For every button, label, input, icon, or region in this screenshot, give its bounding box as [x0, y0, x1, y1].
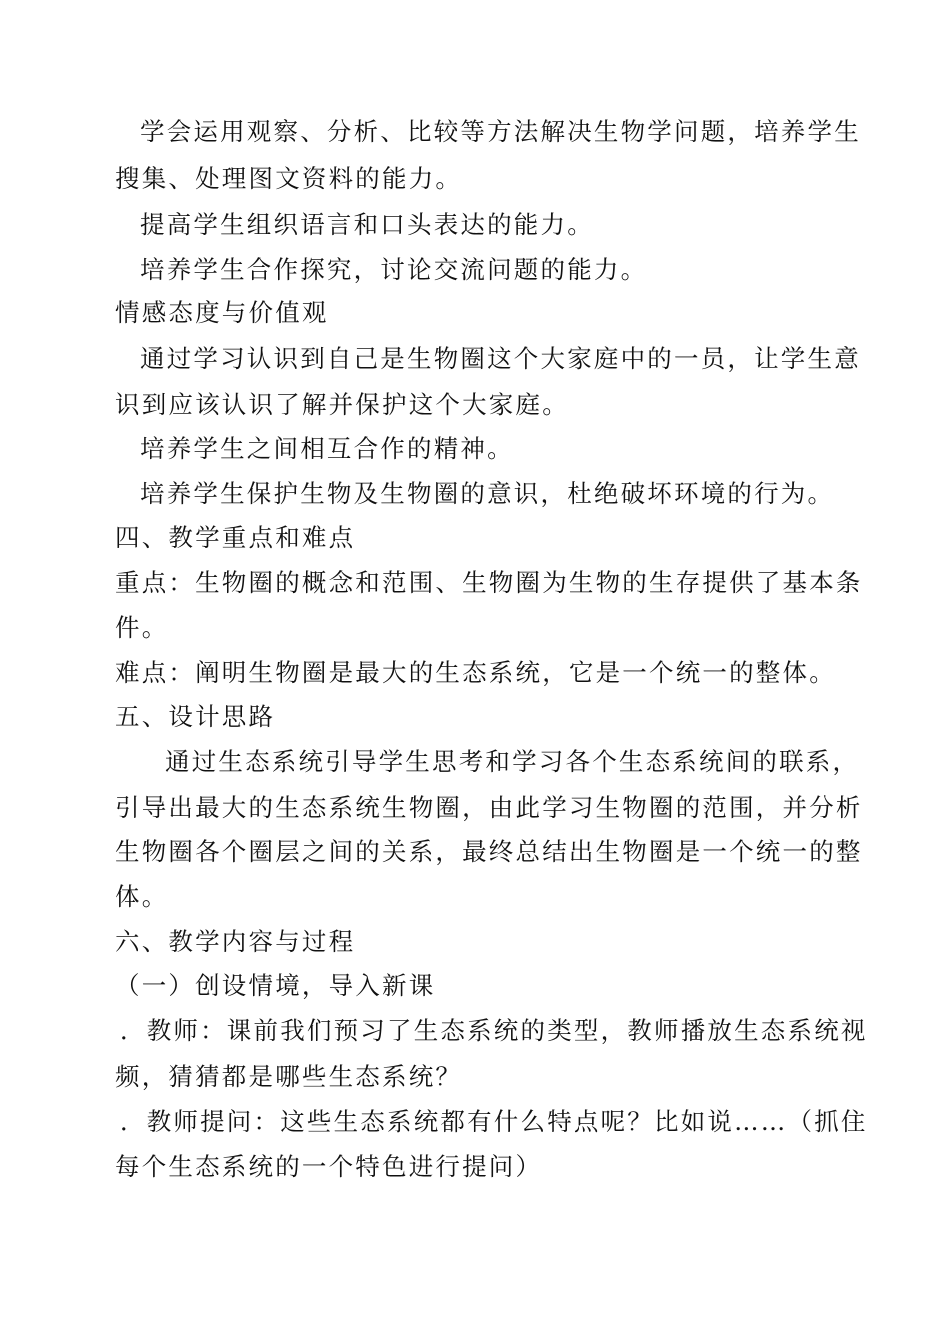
paragraph-line: 生物圈各个圈层之间的关系，最终总结出生物圈是一个统一的整: [115, 837, 863, 866]
paragraph-line: 重点：生物圈的概念和范围、生物圈为生物的生存提供了基本条: [115, 568, 863, 597]
paragraph-line: 频，猜猜都是哪些生态系统？: [115, 1062, 463, 1091]
paragraph-line: 每个生态系统的一个特色进行提问）: [115, 1152, 543, 1181]
subsection-heading: （一）创设情境，导入新课: [115, 971, 436, 1000]
paragraph-line: ．教师：课前我们预习了生态系统的类型，教师播放生态系统视: [120, 1016, 868, 1045]
paragraph-line: 体。: [115, 882, 169, 911]
paragraph-line: ．教师提问：这些生态系统都有什么特点呢？比如说……（抓住: [120, 1107, 868, 1136]
paragraph-line: 难点：阐明生物圈是最大的生态系统，它是一个统一的整体。: [115, 658, 836, 687]
paragraph-line: 引导出最大的生态系统生物圈，由此学习生物圈的范围，并分析: [115, 793, 863, 822]
paragraph-line: 提高学生组织语言和口头表达的能力。: [140, 210, 594, 239]
paragraph-line: 搜集、处理图文资料的能力。: [115, 164, 463, 193]
section-heading: 六、教学内容与过程: [115, 927, 356, 956]
paragraph-line: 件。: [115, 613, 169, 642]
section-heading: 五、设计思路: [115, 702, 276, 731]
paragraph-line: 培养学生合作探究，讨论交流问题的能力。: [140, 255, 648, 284]
paragraph-line: 通过学习认识到自己是生物圈这个大家庭中的一员，让学生意: [140, 344, 861, 373]
paragraph-line: 学会运用观察、分析、比较等方法解决生物学问题，培养学生: [140, 117, 861, 146]
paragraph-line: 培养学生保护生物及生物圈的意识，杜绝破坏环境的行为。: [140, 479, 835, 508]
paragraph-line: 培养学生之间相互合作的精神。: [140, 434, 514, 463]
paragraph-line: 通过生态系统引导学生思考和学习各个生态系统间的联系，: [165, 747, 860, 776]
section-heading: 四、教学重点和难点: [115, 523, 356, 552]
paragraph-line: 识到应该认识了解并保护这个大家庭。: [115, 390, 569, 419]
section-heading: 情感态度与价值观: [115, 298, 329, 327]
